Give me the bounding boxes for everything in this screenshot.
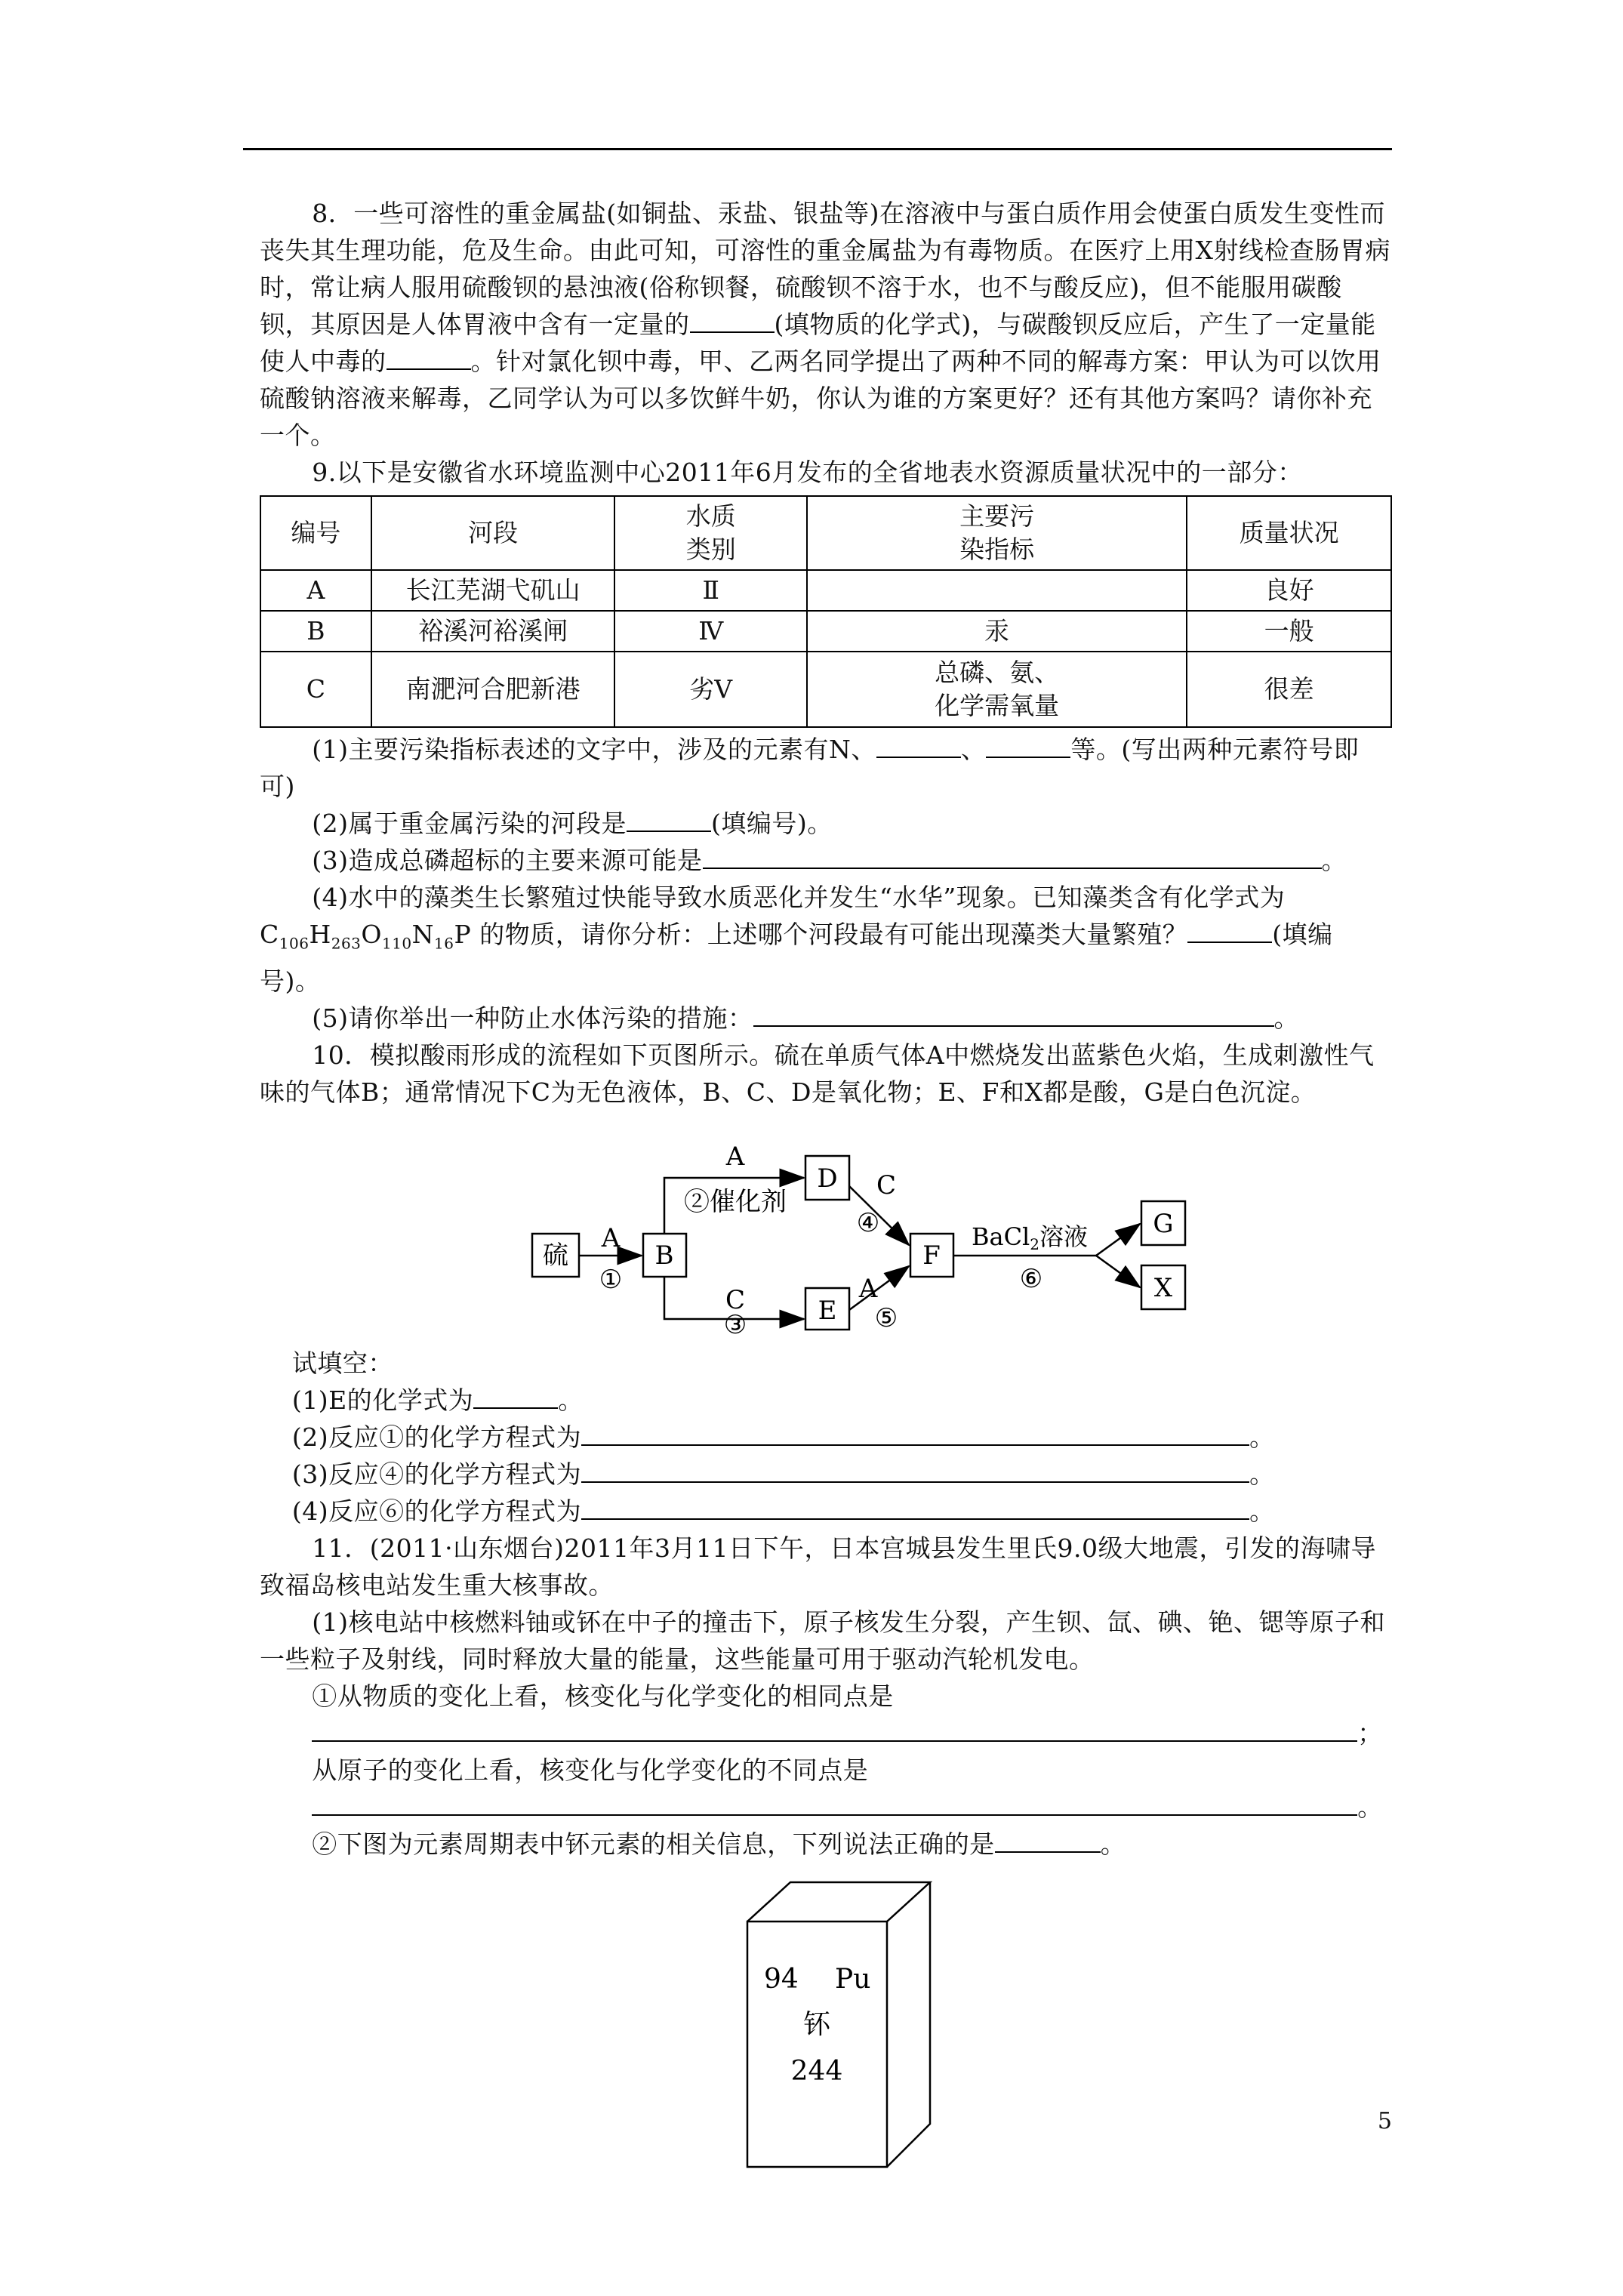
- cell-class: Ⅱ: [614, 570, 807, 611]
- element-symbol: Pu: [835, 1963, 871, 1995]
- q10-part-4: (4)反应⑥的化学方程式为 。: [260, 1493, 1392, 1530]
- card-right-face: [887, 1882, 930, 2167]
- arrow-label-a4: C: [876, 1170, 897, 1200]
- q9-blank-measure[interactable]: [753, 1000, 1274, 1027]
- cell-id: A: [260, 570, 371, 611]
- q10-part-3: (3)反应④的化学方程式为 。: [260, 1456, 1392, 1493]
- cell-section: 裕溪河裕溪闸: [371, 611, 615, 652]
- th-pollution-index: 主要污 染指标: [807, 496, 1187, 570]
- q10-part-2: (2)反应①的化学方程式为 。: [260, 1419, 1392, 1456]
- arrow-step-5: ⑤: [874, 1302, 898, 1333]
- q11-part-1-2: 从原子的变化上看，核变化与化学变化的不同点是: [312, 1755, 869, 1785]
- cell-indicator: 总磷、氨、 化学需氧量: [807, 652, 1187, 727]
- th-river-section: 河段: [371, 496, 615, 570]
- q11-blank-choice[interactable]: [995, 1826, 1101, 1853]
- q11-blank-same[interactable]: [312, 1715, 1357, 1742]
- document-page: [260, 195, 1392, 2201]
- cell-id: B: [260, 611, 371, 652]
- algae-formula: $C_{106}H_{263}O_{110}N_{16}P$: [260, 920, 472, 953]
- label-G: G: [1153, 1208, 1174, 1239]
- question-11-intro: 11．(2011·山东烟台)2011年3月11日下午，日本宫城县发生里氏9.0级大地震，引发的海啸导致福岛核电站发生重大核事故。: [260, 1533, 1376, 1600]
- q9-part-4: (4)水中的藻类生长繁殖过快能导致水质恶化并发生“水华”现象。已知藻类含有化学式为$C_{106}H_{263}O_{110}N_{16}P$ 的物质，请你分析：上述哪个河段最有可能出现藻类大量繁殖？ (填编号)。: [260, 883, 1333, 996]
- q8-blank-2[interactable]: [387, 343, 471, 370]
- element-mass: 244: [790, 2055, 843, 2087]
- cell-status: 良好: [1187, 570, 1391, 611]
- element-card-svg: [260, 1869, 1392, 2201]
- acid-rain-flowchart: [260, 1118, 1392, 1337]
- arrow-label-a5: A: [858, 1273, 878, 1304]
- q10-blank-eq4[interactable]: [581, 1456, 1249, 1483]
- q10-part-1: (1)E的化学式为 。: [260, 1382, 1392, 1419]
- cell-section: 南淝河合肥新港: [371, 652, 615, 727]
- question-10-intro: 10．模拟酸雨形成的流程如下页图所示。硫在单质气体A中燃烧发出蓝紫色火焰，生成刺激性气味的气体B；通常情况下C为无色液体，B、C、D是氧化物；E、F和X都是酸，G是白色沉淀。: [260, 1040, 1375, 1107]
- label-F: F: [922, 1240, 941, 1271]
- water-quality-table: [260, 495, 1392, 728]
- q11-part-1-3: ②下图为元素周期表中钚元素的相关信息，下列说法正确的是 。: [260, 1826, 1392, 1863]
- arrow-label-a2: A: [725, 1141, 745, 1172]
- card-front-face: [747, 1922, 887, 2167]
- table-header-row: [260, 496, 1391, 570]
- table-row: [260, 570, 1391, 611]
- cell-indicator: 汞: [807, 611, 1187, 652]
- cell-id: C: [260, 652, 371, 727]
- q9-blank-source[interactable]: [703, 842, 1322, 869]
- q10-try-fill: 试填空：: [291, 1348, 393, 1378]
- th-quality-status: 质量状况: [1187, 496, 1391, 570]
- arrow-step-1: ①: [599, 1264, 623, 1295]
- q9-blank-element-1[interactable]: [876, 731, 961, 758]
- element-name: 钚: [802, 2008, 831, 2040]
- arrow-label-a1: A: [601, 1222, 621, 1253]
- plutonium-element-card: [260, 1869, 1392, 2201]
- element-number: 94: [764, 1963, 799, 1995]
- arrow-label-a3: C: [725, 1284, 746, 1315]
- cell-indicator: [807, 570, 1187, 611]
- label-E: E: [818, 1295, 837, 1326]
- q9-blank-algae[interactable]: [1187, 916, 1272, 943]
- flowchart-svg: [260, 1118, 1392, 1337]
- q9-blank-element-2[interactable]: [986, 731, 1070, 758]
- q10-blank-eq6[interactable]: [581, 1493, 1249, 1520]
- q11-part-1-1: ①从物质的变化上看，核变化与化学变化的相同点是: [312, 1681, 894, 1711]
- arrow-step-4: ④: [856, 1207, 880, 1238]
- cell-class: 劣Ⅴ: [614, 652, 807, 727]
- q8-blank-1[interactable]: [690, 306, 775, 333]
- q11-line-diff: 。: [260, 1789, 1392, 1826]
- q9-part-2: (2)属于重金属污染的河段是 (填编号)。: [260, 805, 1392, 842]
- q9-part-5: (5)请你举出一种防止水体污染的措施： 。: [260, 1000, 1392, 1037]
- table-row: [260, 652, 1391, 727]
- arrow-step-6: ⑥: [1019, 1263, 1043, 1294]
- q10-blank-E[interactable]: [473, 1382, 558, 1409]
- q8-text-c: 。针对氯化钡中毒，甲、乙两名同学提出了两种不同的解毒方案：甲认为可以饮用硫酸钠溶液来解毒，乙同学认为可以多饮鲜牛奶，你认为谁的方案更好？还有其他方案吗？请你补充一个。: [260, 347, 1381, 450]
- cell-status: 一般: [1187, 611, 1391, 652]
- arrow-reagent: BaCl2溶液: [971, 1222, 1089, 1253]
- header-rule: [243, 148, 1392, 150]
- label-X: X: [1153, 1272, 1173, 1303]
- arrow-step-2: ②催化剂: [684, 1186, 787, 1217]
- question-8: [260, 195, 1392, 454]
- label-D: D: [817, 1163, 838, 1194]
- arrow-step-3: ③: [723, 1309, 747, 1337]
- question-9-intro: 9.以下是安徽省水环境监测中心2011年6月发布的全省地表水资源质量状况中的一部分：: [312, 458, 1303, 487]
- card-top-face: [747, 1882, 930, 1922]
- th-water-class: 水质 类别: [614, 496, 807, 570]
- cell-section: 长江芜湖弋矶山: [371, 570, 615, 611]
- q11-line-same: ；: [260, 1715, 1392, 1752]
- label-B: B: [654, 1240, 674, 1271]
- q8-text-a: 8．一些可溶性的重金属盐(如铜盐、汞盐、银盐等)在溶液中与蛋白质作用会使蛋白质发生变性而丧失其生理功能，危及生命。由此可知，可溶性的重金属盐为有毒物质。在医疗上用X射线检查肠胃病时，常让病人服用硫酸钡的悬浊液(俗称钡餐，硫酸钡不溶于水，也不与酸反应)，但不能服用碳酸钡，其原因是人体胃液中含有一定量的: [260, 199, 1390, 339]
- page-number: 5: [1377, 2108, 1392, 2134]
- th-number: 编号: [260, 496, 371, 570]
- q9-blank-river[interactable]: [627, 805, 711, 832]
- table-row: [260, 611, 1391, 652]
- q10-blank-eq1[interactable]: [581, 1419, 1249, 1446]
- label-sulfur: 硫: [543, 1240, 568, 1271]
- q11-blank-diff[interactable]: [312, 1789, 1357, 1816]
- cell-status: 很差: [1187, 652, 1391, 727]
- q8-text-b: (填物质的化学式)，与碳酸钡反应后，产生了一定量能使人中毒的: [260, 310, 1376, 376]
- q9-part-1: (1)主要污染指标表述的文字中，涉及的元素有N、 、 等。(写出两种元素符号即可): [260, 731, 1392, 805]
- cell-class: Ⅳ: [614, 611, 807, 652]
- q11-part-1: (1)核电站中核燃料铀或钚在中子的撞击下，原子核发生分裂，产生钡、氙、碘、铯、锶等原子和一些粒子及射线，同时释放大量的能量，这些能量可用于驱动汽轮机发电。: [260, 1607, 1386, 1674]
- q9-part-3: (3)造成总磷超标的主要来源可能是 。: [260, 842, 1392, 879]
